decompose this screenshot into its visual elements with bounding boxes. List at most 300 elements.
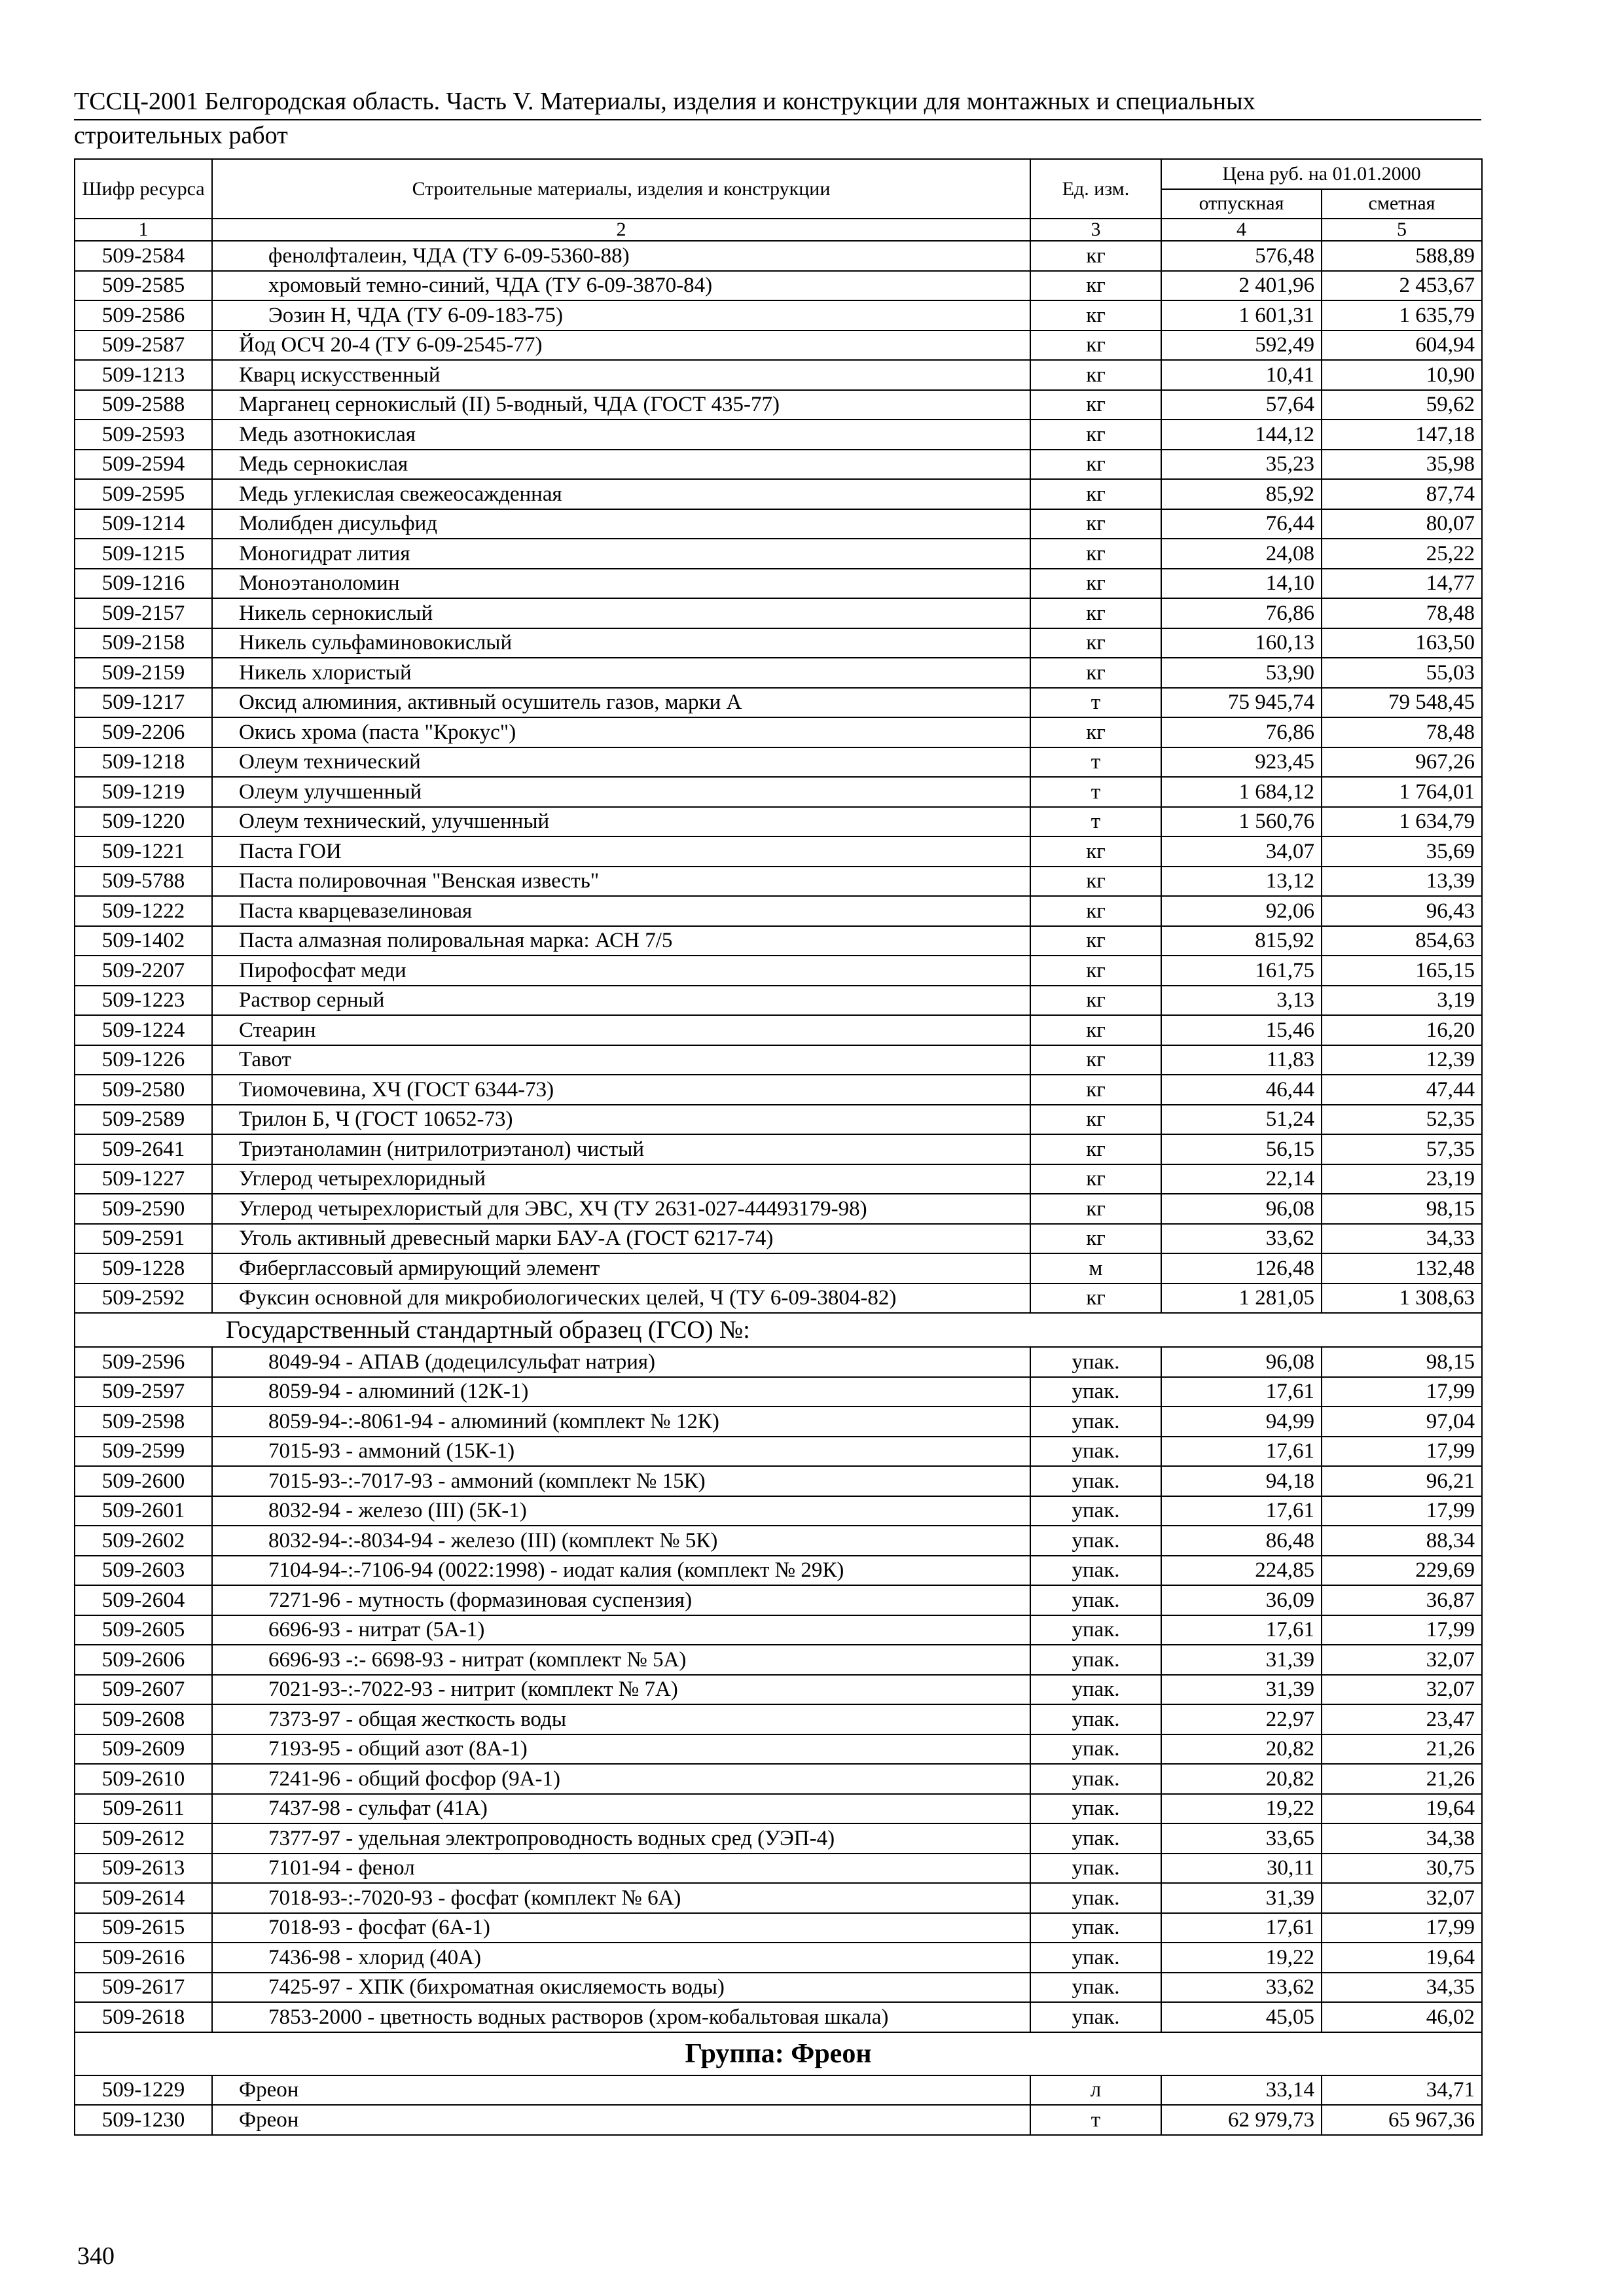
sale-price: 33,14 [1161, 2075, 1322, 2106]
page-header [74, 86, 1481, 151]
unit: т [1030, 2105, 1161, 2135]
resource-code: 509-5788 [75, 867, 212, 897]
material-name: Кварц искусственный [212, 360, 1030, 390]
estimate-price: 1 635,79 [1322, 300, 1482, 331]
sale-price: 57,64 [1161, 390, 1322, 420]
unit: кг [1030, 300, 1161, 331]
unit: кг [1030, 569, 1161, 599]
estimate-price: 604,94 [1322, 331, 1482, 361]
material-name: Паста полировочная "Венская известь" [212, 867, 1030, 897]
resource-code: 509-1215 [75, 539, 212, 569]
material-name: 8059-94 - алюминий (12К-1) [212, 1377, 1030, 1407]
table-row [75, 1585, 1482, 1615]
estimate-price: 1 634,79 [1322, 807, 1482, 837]
header-price: Цена руб. на 01.01.2000 [1161, 159, 1482, 189]
material-name: 7241-96 - общий фосфор (9А-1) [212, 1764, 1030, 1794]
unit: упак. [1030, 1585, 1161, 1615]
material-name: Тавот [212, 1045, 1030, 1075]
resource-code: 509-2608 [75, 1704, 212, 1734]
sale-price: 34,07 [1161, 836, 1322, 867]
resource-code: 509-2206 [75, 717, 212, 747]
sale-price: 96,08 [1161, 1194, 1322, 1224]
unit: упак. [1030, 1407, 1161, 1437]
document-title: ТССЦ-2001 Белгородская область. Часть V. Материалы, изделия и конструкции для монтажных и специальных [74, 88, 1255, 115]
table-row [75, 479, 1482, 509]
resource-code: 509-2590 [75, 1194, 212, 1224]
table-row [75, 390, 1482, 420]
resource-code: 509-2599 [75, 1437, 212, 1467]
table-row [75, 1134, 1482, 1164]
unit: кг [1030, 390, 1161, 420]
table-row [75, 867, 1482, 897]
table-row [75, 1913, 1482, 1943]
estimate-price: 34,35 [1322, 1973, 1482, 2003]
unit: кг [1030, 1283, 1161, 1314]
sale-price: 3,13 [1161, 986, 1322, 1016]
sale-price: 86,48 [1161, 1526, 1322, 1556]
material-name: 8032-94 - железо (III) (5К-1) [212, 1496, 1030, 1526]
unit: упак. [1030, 1854, 1161, 1884]
sale-price: 96,08 [1161, 1347, 1322, 1377]
table-row [75, 2075, 1482, 2106]
resource-code: 509-2610 [75, 1764, 212, 1794]
column-numbers [75, 219, 1482, 241]
resource-code: 509-2159 [75, 658, 212, 688]
table-row [75, 1556, 1482, 1586]
estimate-price: 35,69 [1322, 836, 1482, 867]
estimate-price: 147,18 [1322, 420, 1482, 450]
table-row [75, 1105, 1482, 1135]
estimate-price: 80,07 [1322, 509, 1482, 539]
colnum: 4 [1161, 219, 1322, 241]
sale-price: 10,41 [1161, 360, 1322, 390]
sale-price: 33,65 [1161, 1823, 1322, 1854]
estimate-price: 57,35 [1322, 1134, 1482, 1164]
estimate-price: 55,03 [1322, 658, 1482, 688]
unit: т [1030, 747, 1161, 778]
table-row [75, 1437, 1482, 1467]
sale-price: 17,61 [1161, 1377, 1322, 1407]
sale-price: 45,05 [1161, 2002, 1322, 2032]
unit: упак. [1030, 1704, 1161, 1734]
estimate-price: 96,43 [1322, 896, 1482, 926]
table-row [75, 628, 1482, 658]
resource-code: 509-1220 [75, 807, 212, 837]
material-name: 7101-94 - фенол [212, 1854, 1030, 1884]
sale-price: 17,61 [1161, 1496, 1322, 1526]
resource-code: 509-1219 [75, 777, 212, 807]
resource-code: 509-2596 [75, 1347, 212, 1377]
sale-price: 13,12 [1161, 867, 1322, 897]
material-name: 7104-94-:-7106-94 (0022:1998) - иодат калия (комплект № 29К) [212, 1556, 1030, 1586]
material-name: Фуксин основной для микробиологических целей, Ч (ТУ 6-09-3804-82) [212, 1283, 1030, 1314]
sale-price: 94,18 [1161, 1466, 1322, 1496]
material-name: Оксид алюминия, активный осушитель газов, марки А [212, 688, 1030, 718]
sale-price: 126,48 [1161, 1253, 1322, 1283]
estimate-price: 17,99 [1322, 1913, 1482, 1943]
resource-code: 509-1218 [75, 747, 212, 778]
material-name: 6696-93 -:- 6698-93 - нитрат (комплект № 5А) [212, 1645, 1030, 1675]
table-row [75, 360, 1482, 390]
estimate-price: 36,87 [1322, 1585, 1482, 1615]
sale-price: 36,09 [1161, 1585, 1322, 1615]
estimate-price: 32,07 [1322, 1883, 1482, 1913]
material-name: Олеум технический [212, 747, 1030, 778]
table-row [75, 509, 1482, 539]
table-row [75, 1347, 1482, 1377]
sale-price: 15,46 [1161, 1015, 1322, 1045]
material-name: 7018-93 - фосфат (6А-1) [212, 1913, 1030, 1943]
table-row [75, 1253, 1482, 1283]
estimate-price: 165,15 [1322, 956, 1482, 986]
estimate-price: 25,22 [1322, 539, 1482, 569]
estimate-price: 52,35 [1322, 1105, 1482, 1135]
resource-code: 509-2611 [75, 1794, 212, 1824]
unit: упак. [1030, 1526, 1161, 1556]
sale-price: 1 601,31 [1161, 300, 1322, 331]
sale-price: 75 945,74 [1161, 688, 1322, 718]
resource-code: 509-1228 [75, 1253, 212, 1283]
sale-price: 17,61 [1161, 1913, 1322, 1943]
material-name: Углерод четырехлористый для ЭВС, ХЧ (ТУ 2631-027-44493179-98) [212, 1194, 1030, 1224]
sale-price: 22,14 [1161, 1164, 1322, 1194]
estimate-price: 98,15 [1322, 1194, 1482, 1224]
unit: упак. [1030, 1764, 1161, 1794]
resource-code: 509-2607 [75, 1675, 212, 1705]
table-row [75, 1704, 1482, 1734]
material-name: 6696-93 - нитрат (5А-1) [212, 1615, 1030, 1645]
material-name: Трилон Б, Ч (ГОСТ 10652-73) [212, 1105, 1030, 1135]
resource-code: 509-2598 [75, 1407, 212, 1437]
material-name: Тиомочевина, ХЧ (ГОСТ 6344-73) [212, 1075, 1030, 1105]
resource-code: 509-1222 [75, 896, 212, 926]
resource-code: 509-2615 [75, 1913, 212, 1943]
table-row [75, 747, 1482, 778]
estimate-price: 35,98 [1322, 450, 1482, 480]
sale-price: 92,06 [1161, 896, 1322, 926]
material-name: Никель сульфаминовокислый [212, 628, 1030, 658]
table-row [75, 896, 1482, 926]
sale-price: 11,83 [1161, 1045, 1322, 1075]
table-row [75, 1734, 1482, 1765]
estimate-price: 79 548,45 [1322, 688, 1482, 718]
group-title: Группа: Фреон [75, 2032, 1482, 2075]
unit: кг [1030, 867, 1161, 897]
sale-price: 53,90 [1161, 658, 1322, 688]
material-name: 8032-94-:-8034-94 - железо (III) (комплект № 5К) [212, 1526, 1030, 1556]
estimate-price: 88,34 [1322, 1526, 1482, 1556]
table-row [75, 1675, 1482, 1705]
unit: упак. [1030, 1794, 1161, 1824]
unit: кг [1030, 1075, 1161, 1105]
resource-code: 509-2603 [75, 1556, 212, 1586]
estimate-price: 34,71 [1322, 2075, 1482, 2106]
unit: упак. [1030, 1496, 1161, 1526]
resource-code: 509-1213 [75, 360, 212, 390]
material-name: Триэтаноламин (нитрилотриэтанол) чистый [212, 1134, 1030, 1164]
material-name: Медь сернокислая [212, 450, 1030, 480]
header-code: Шифр ресурса [75, 159, 212, 219]
estimate-price: 65 967,36 [1322, 2105, 1482, 2135]
material-name: Паста алмазная полировальная марка: АСН 7/5 [212, 926, 1030, 956]
sale-price: 19,22 [1161, 1943, 1322, 1973]
unit: кг [1030, 241, 1161, 271]
resource-code: 509-2593 [75, 420, 212, 450]
unit: упак. [1030, 1883, 1161, 1913]
unit: упак. [1030, 1377, 1161, 1407]
resource-code: 509-2588 [75, 390, 212, 420]
resource-code: 509-2618 [75, 2002, 212, 2032]
table-row [75, 420, 1482, 450]
table-row [75, 1015, 1482, 1045]
estimate-price: 2 453,67 [1322, 271, 1482, 301]
material-name: 7271-96 - мутность (формазиновая суспензия) [212, 1585, 1030, 1615]
unit: упак. [1030, 2002, 1161, 2032]
table-row [75, 598, 1482, 628]
estimate-price: 34,33 [1322, 1224, 1482, 1254]
sale-price: 85,92 [1161, 479, 1322, 509]
colnum: 1 [75, 219, 212, 241]
estimate-price: 16,20 [1322, 1015, 1482, 1045]
resource-code: 509-2612 [75, 1823, 212, 1854]
material-name: 7015-93 - аммоний (15К-1) [212, 1437, 1030, 1467]
estimate-price: 3,19 [1322, 986, 1482, 1016]
unit: кг [1030, 628, 1161, 658]
material-name: Раствор серный [212, 986, 1030, 1016]
material-name: Никель хлористый [212, 658, 1030, 688]
resource-code: 509-2609 [75, 1734, 212, 1765]
estimate-price: 14,77 [1322, 569, 1482, 599]
unit: кг [1030, 539, 1161, 569]
resource-code: 509-1230 [75, 2105, 212, 2135]
estimate-price: 78,48 [1322, 717, 1482, 747]
table-row [75, 807, 1482, 837]
unit: кг [1030, 1045, 1161, 1075]
table-row [75, 1164, 1482, 1194]
table-body [75, 241, 1482, 2135]
estimate-price: 588,89 [1322, 241, 1482, 271]
resource-code: 509-2614 [75, 1883, 212, 1913]
page-number: 340 [77, 2242, 115, 2270]
estimate-price: 98,15 [1322, 1347, 1482, 1377]
resource-code: 509-2616 [75, 1943, 212, 1973]
resource-code: 509-1224 [75, 1015, 212, 1045]
table-row [75, 2105, 1482, 2135]
header-unit: Ед. изм. [1030, 159, 1161, 219]
estimate-price: 21,26 [1322, 1734, 1482, 1765]
table-row [75, 1973, 1482, 2003]
table-row [75, 1794, 1482, 1824]
resource-code: 509-2592 [75, 1283, 212, 1314]
estimate-price: 96,21 [1322, 1466, 1482, 1496]
resource-code: 509-2580 [75, 1075, 212, 1105]
resource-code: 509-1226 [75, 1045, 212, 1075]
sale-price: 76,86 [1161, 598, 1322, 628]
unit: кг [1030, 1105, 1161, 1135]
table-row [75, 1045, 1482, 1075]
material-name: 7437-98 - сульфат (41А) [212, 1794, 1030, 1824]
material-name: Углерод четырехлоридный [212, 1164, 1030, 1194]
table-row [75, 956, 1482, 986]
material-name: Паста кварцевазелиновая [212, 896, 1030, 926]
resource-code: 509-2584 [75, 241, 212, 271]
estimate-price: 17,99 [1322, 1615, 1482, 1645]
table-row [75, 1645, 1482, 1675]
unit: м [1030, 1253, 1161, 1283]
material-name: Никель сернокислый [212, 598, 1030, 628]
sale-price: 2 401,96 [1161, 271, 1322, 301]
sale-price: 51,24 [1161, 1105, 1322, 1135]
estimate-price: 967,26 [1322, 747, 1482, 778]
group-row [75, 2032, 1482, 2075]
table-row [75, 1224, 1482, 1254]
unit: кг [1030, 1224, 1161, 1254]
material-name: Молибден дисульфид [212, 509, 1030, 539]
sale-price: 1 560,76 [1161, 807, 1322, 837]
material-name: Йод ОСЧ 20-4 (ТУ 6-09-2545-77) [212, 331, 1030, 361]
material-name: Фреон [212, 2075, 1030, 2106]
unit: кг [1030, 1164, 1161, 1194]
resource-code: 509-2600 [75, 1466, 212, 1496]
unit: упак. [1030, 1675, 1161, 1705]
estimate-price: 1 764,01 [1322, 777, 1482, 807]
table-row [75, 1823, 1482, 1854]
header-sale: отпускная [1161, 189, 1322, 219]
unit: т [1030, 688, 1161, 718]
resource-code: 509-2585 [75, 271, 212, 301]
sale-price: 19,22 [1161, 1794, 1322, 1824]
material-name: 8049-94 - АПАВ (додецилсульфат натрия) [212, 1347, 1030, 1377]
estimate-price: 34,38 [1322, 1823, 1482, 1854]
unit: кг [1030, 479, 1161, 509]
estimate-price: 854,63 [1322, 926, 1482, 956]
unit: упак. [1030, 1466, 1161, 1496]
table-row [75, 241, 1482, 271]
table-row [75, 1764, 1482, 1794]
table-row [75, 1854, 1482, 1884]
resource-code: 509-1229 [75, 2075, 212, 2106]
sale-price: 20,82 [1161, 1764, 1322, 1794]
sale-price: 1 281,05 [1161, 1283, 1322, 1314]
resource-code: 509-2158 [75, 628, 212, 658]
material-name: Марганец сернокислый (II) 5-водный, ЧДА (ГОСТ 435-77) [212, 390, 1030, 420]
unit: кг [1030, 360, 1161, 390]
unit: кг [1030, 509, 1161, 539]
material-name: Окись хрома (паста "Крокус") [212, 717, 1030, 747]
resource-code: 509-2589 [75, 1105, 212, 1135]
unit: кг [1030, 1134, 1161, 1164]
unit: упак. [1030, 1556, 1161, 1586]
unit: кг [1030, 450, 1161, 480]
material-name: 8059-94-:-8061-94 - алюминий (комплект № 12К) [212, 1407, 1030, 1437]
estimate-price: 1 308,63 [1322, 1283, 1482, 1314]
estimate-price: 132,48 [1322, 1253, 1482, 1283]
sale-price: 46,44 [1161, 1075, 1322, 1105]
resource-code: 509-1221 [75, 836, 212, 867]
resource-code: 509-2595 [75, 479, 212, 509]
unit: кг [1030, 836, 1161, 867]
sale-price: 20,82 [1161, 1734, 1322, 1765]
estimate-price: 97,04 [1322, 1407, 1482, 1437]
resource-code: 509-2604 [75, 1585, 212, 1615]
sale-price: 815,92 [1161, 926, 1322, 956]
section-row [75, 1313, 1482, 1347]
price-table [74, 158, 1483, 2136]
estimate-price: 23,47 [1322, 1704, 1482, 1734]
material-name: 7425-97 - ХПК (бихроматная окисляемость воды) [212, 1973, 1030, 2003]
material-name: Медь азотнокислая [212, 420, 1030, 450]
estimate-price: 78,48 [1322, 598, 1482, 628]
estimate-price: 23,19 [1322, 1164, 1482, 1194]
table-row [75, 271, 1482, 301]
material-name: Медь углекислая свежеосажденная [212, 479, 1030, 509]
material-name: Пирофосфат меди [212, 956, 1030, 986]
unit: упак. [1030, 1734, 1161, 1765]
material-name: Паста ГОИ [212, 836, 1030, 867]
sale-price: 923,45 [1161, 747, 1322, 778]
unit: кг [1030, 926, 1161, 956]
resource-code: 509-1214 [75, 509, 212, 539]
estimate-price: 30,75 [1322, 1854, 1482, 1884]
resource-code: 509-2605 [75, 1615, 212, 1645]
sale-price: 35,23 [1161, 450, 1322, 480]
resource-code: 509-2594 [75, 450, 212, 480]
estimate-price: 229,69 [1322, 1556, 1482, 1586]
unit: кг [1030, 956, 1161, 986]
unit: кг [1030, 717, 1161, 747]
table-row [75, 1283, 1482, 1314]
material-name: 7193-95 - общий азот (8А-1) [212, 1734, 1030, 1765]
material-name: Олеум технический, улучшенный [212, 807, 1030, 837]
resource-code: 509-2586 [75, 300, 212, 331]
sale-price: 1 684,12 [1161, 777, 1322, 807]
table-row [75, 2002, 1482, 2032]
estimate-price: 17,99 [1322, 1496, 1482, 1526]
unit: кг [1030, 896, 1161, 926]
sale-price: 94,99 [1161, 1407, 1322, 1437]
estimate-price: 87,74 [1322, 479, 1482, 509]
table-row [75, 331, 1482, 361]
estimate-price: 32,07 [1322, 1675, 1482, 1705]
sale-price: 161,75 [1161, 956, 1322, 986]
colnum: 3 [1030, 219, 1161, 241]
colnum: 2 [212, 219, 1030, 241]
header-name: Строительные материалы, изделия и конструкции [212, 159, 1030, 219]
table-row [75, 1496, 1482, 1526]
sale-price: 56,15 [1161, 1134, 1322, 1164]
unit: кг [1030, 331, 1161, 361]
resource-code: 509-1216 [75, 569, 212, 599]
material-name: 7436-98 - хлорид (40А) [212, 1943, 1030, 1973]
unit: упак. [1030, 1943, 1161, 1973]
sale-price: 31,39 [1161, 1675, 1322, 1705]
table-row [75, 1194, 1482, 1224]
table-row [75, 1943, 1482, 1973]
estimate-price: 19,64 [1322, 1794, 1482, 1824]
table-row [75, 539, 1482, 569]
resource-code: 509-1217 [75, 688, 212, 718]
section-title: Государственный стандартный образец (ГСО) №: [75, 1313, 1482, 1347]
estimate-price: 59,62 [1322, 390, 1482, 420]
sale-price: 576,48 [1161, 241, 1322, 271]
unit: т [1030, 777, 1161, 807]
resource-code: 509-2613 [75, 1854, 212, 1884]
unit: упак. [1030, 1645, 1161, 1675]
material-name: Моногидрат лития [212, 539, 1030, 569]
resource-code: 509-2641 [75, 1134, 212, 1164]
estimate-price: 17,99 [1322, 1437, 1482, 1467]
sale-price: 224,85 [1161, 1556, 1322, 1586]
